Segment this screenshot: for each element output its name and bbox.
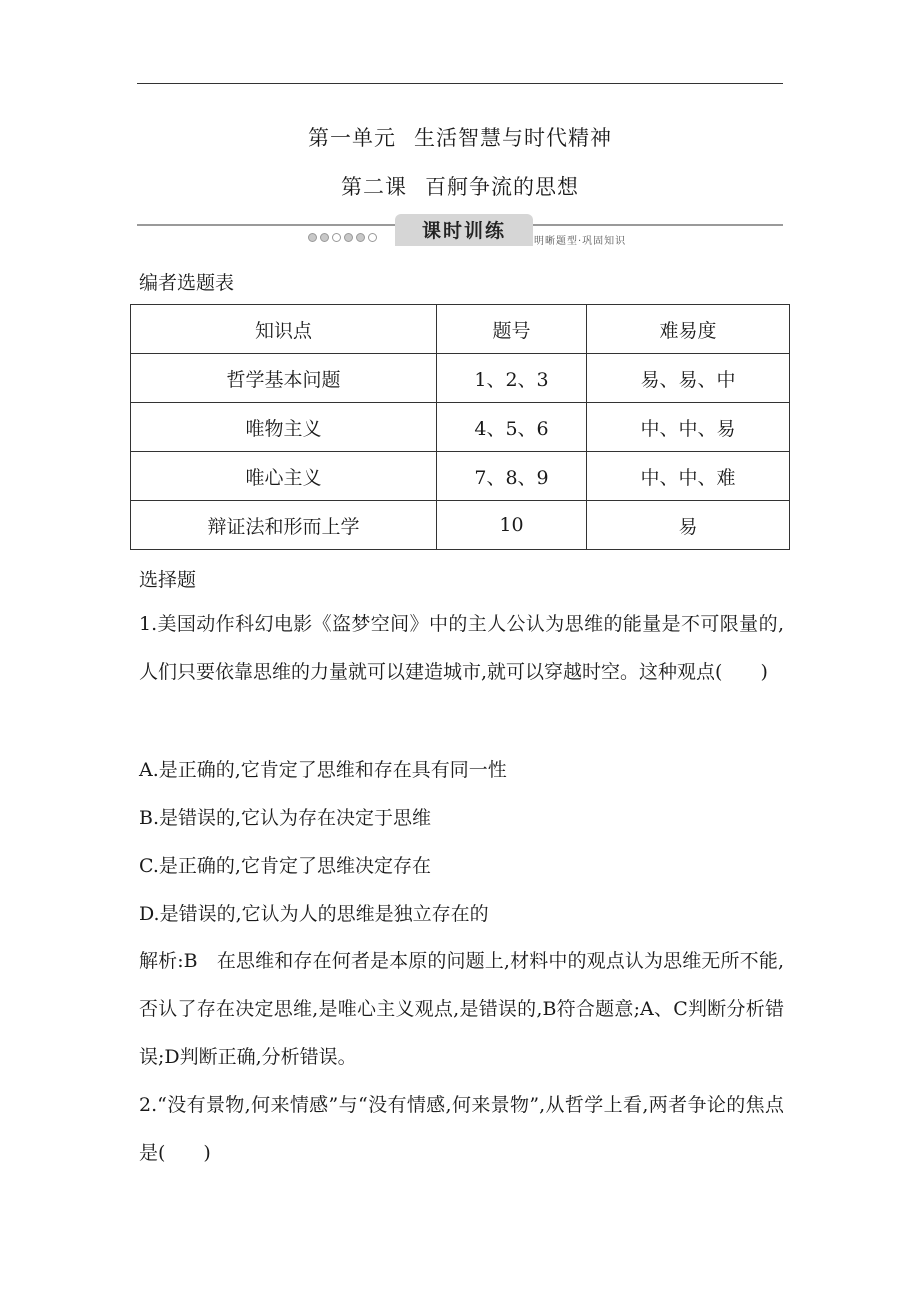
- table-cell: 7、8、9: [437, 452, 587, 501]
- table-row: [131, 501, 790, 550]
- question-selection-table: [130, 304, 790, 550]
- table-caption: 编者选题表: [139, 272, 235, 294]
- header-cell: 知识点: [131, 305, 437, 354]
- lesson-title: [0, 171, 920, 201]
- table-cell: 4、5、6: [437, 403, 587, 452]
- question-1-option-d: D.是错误的,它认为人的思维是独立存在的: [139, 903, 489, 925]
- section-title: 选择题: [139, 569, 197, 591]
- unit-title-number: 第一单元: [308, 126, 396, 150]
- question-1-option-c: C.是正确的,它肯定了思维决定存在: [139, 855, 431, 877]
- question-1-stem: 1.美国动作科幻电影《盗梦空间》中的主人公认为思维的能量是不可限量的,人们只要依靠思维的力量就可以建造城市,就可以穿越时空。这种观点( ): [139, 613, 784, 683]
- lesson-title-name: 百舸争流的思想: [425, 175, 579, 199]
- top-rule: [137, 83, 783, 84]
- banner-label: 课时训练: [395, 214, 533, 246]
- dot-icon: [308, 233, 317, 242]
- table-cell: 唯心主义: [131, 452, 437, 501]
- banner-dots: [308, 233, 377, 242]
- question-1-analysis: 解析:B 在思维和存在何者是本原的问题上,材料中的观点认为思维无所不能,否认了存在决定思维,是唯心主义观点,是错误的,B符合题意;A、C判断分析错误;D判断正确,分析错误。: [139, 950, 784, 1068]
- header-cell: 题号: [437, 305, 587, 354]
- table-row: [131, 354, 790, 403]
- question-1-option-b: B.是错误的,它认为存在决定于思维: [139, 807, 432, 829]
- dot-icon: [332, 233, 341, 242]
- table-cell: 中、中、易: [587, 403, 790, 452]
- dot-icon: [344, 233, 353, 242]
- header-cell: 难易度: [587, 305, 790, 354]
- table-header-row: [131, 305, 790, 354]
- table-cell: 10: [437, 501, 587, 550]
- table-row: [131, 403, 790, 452]
- table-cell: 易: [587, 501, 790, 550]
- lesson-title-number: 第二课: [341, 175, 407, 199]
- table-cell: 易、易、中: [587, 354, 790, 403]
- dot-icon: [320, 233, 329, 242]
- table-row: [131, 452, 790, 501]
- dot-icon: [356, 233, 365, 242]
- question-1-option-a: A.是正确的,它肯定了思维和存在具有同一性: [139, 759, 507, 781]
- question-2-stem: 2.“没有景物,何来情感”与“没有情感,何来景物”,从哲学上看,两者争论的焦点是( ): [139, 1094, 784, 1164]
- table-cell: 辩证法和形而上学: [131, 501, 437, 550]
- banner-tagline: 明晰题型·巩固知识: [534, 236, 627, 247]
- table-cell: 唯物主义: [131, 403, 437, 452]
- table-cell: 哲学基本问题: [131, 354, 437, 403]
- unit-title: [0, 122, 920, 152]
- table-cell: 中、中、难: [587, 452, 790, 501]
- dot-icon: [368, 233, 377, 242]
- table-cell: 1、2、3: [437, 354, 587, 403]
- unit-title-name: 生活智慧与时代精神: [414, 126, 612, 150]
- section-banner: [137, 214, 783, 250]
